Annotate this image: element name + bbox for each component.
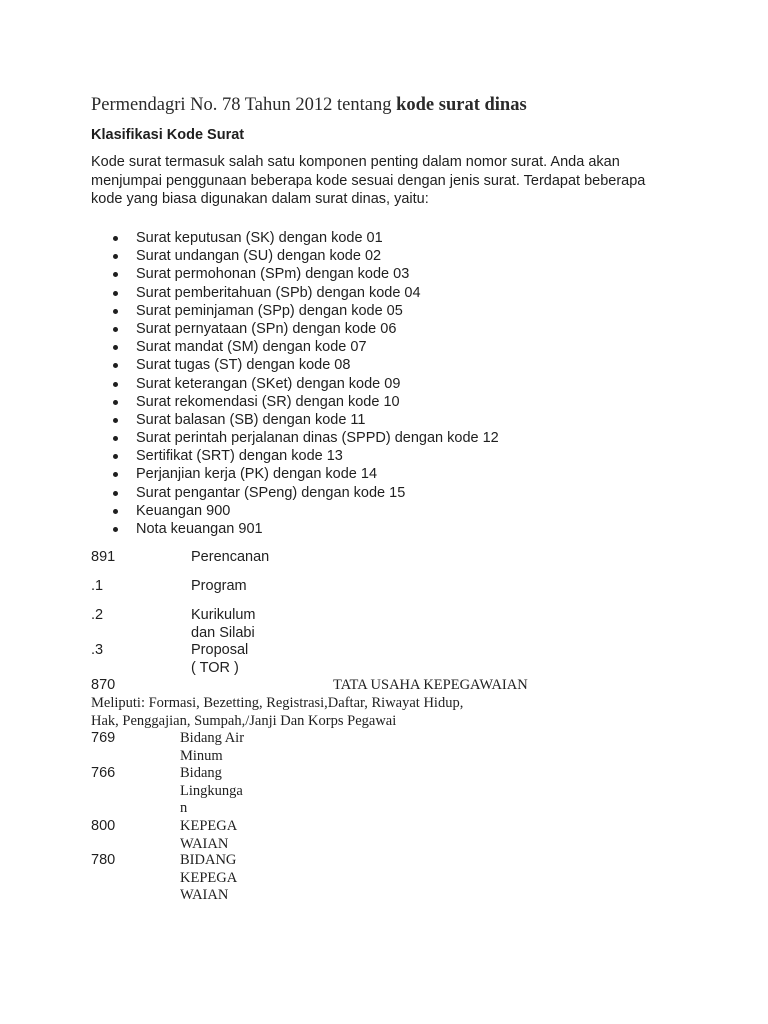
title-bold: kode surat dinas <box>396 95 527 115</box>
list-item: Surat pengantar (SPeng) dengan kode 15 <box>91 484 499 502</box>
intro-line: menjumpai penggunaan beberapa kode sesuai dengan jenis surat. Terdapat beberapa <box>91 172 646 189</box>
list-item: Perjanjian kerja (PK) dengan kode 14 <box>91 465 499 483</box>
table-row-number: .3 <box>91 642 104 658</box>
bullet-icon <box>113 436 118 441</box>
title-prefix: Permendagri No. 78 Tahun 2012 tentang <box>91 95 397 115</box>
bullet-icon <box>113 491 118 496</box>
table-row-number: 800 <box>91 818 116 834</box>
intro-paragraph <box>91 153 691 209</box>
list-item: Surat rekomendasi (SR) dengan kode 10 <box>91 393 499 411</box>
table-row-desc: Bidang Lingkunga n <box>180 765 243 816</box>
list-item: Surat balasan (SB) dengan kode 11 <box>91 411 499 429</box>
table-row-desc: Bidang Air Minum <box>180 730 245 764</box>
bullet-icon <box>113 327 118 332</box>
bullet-icon <box>113 527 118 532</box>
bullet-icon <box>113 309 118 314</box>
section-heading: Klasifikasi Kode Surat <box>91 127 245 143</box>
list-item: Surat pemberitahuan (SPb) dengan kode 04 <box>91 284 499 302</box>
table-row-desc: Kurikulum dan Silabi <box>191 607 256 641</box>
table-row-number: 766 <box>91 765 116 781</box>
table-row-number: 870 <box>91 677 116 693</box>
bullet-icon <box>113 345 118 350</box>
list-item: Sertifikat (SRT) dengan kode 13 <box>91 447 499 465</box>
table-row-number: 769 <box>91 730 116 746</box>
list-item: Surat permohonan (SPm) dengan kode 03 <box>91 265 499 283</box>
bullet-icon <box>113 382 118 387</box>
list-item: Surat undangan (SU) dengan kode 02 <box>91 247 499 265</box>
list-item: Surat tugas (ST) dengan kode 08 <box>91 356 499 374</box>
list-item: Nota keuangan 901 <box>91 520 499 538</box>
list-item: Surat mandat (SM) dengan kode 07 <box>91 338 499 356</box>
table-row-desc: TATA USAHA KEPEGAWAIAN <box>333 677 528 693</box>
table-row-desc: Perencanan <box>191 549 270 565</box>
intro-line: Kode surat termasuk salah satu komponen penting dalam nomor surat. Anda akan <box>91 154 620 170</box>
bullet-icon <box>113 236 118 241</box>
list-item: Surat keterangan (SKet) dengan kode 09 <box>91 375 499 393</box>
table-row-number: .2 <box>91 607 104 623</box>
page-title <box>91 93 527 117</box>
bullet-icon <box>113 400 118 405</box>
bullet-icon <box>113 472 118 477</box>
table-row-desc: Proposal ( TOR ) <box>191 642 249 676</box>
list-item: Surat perintah perjalanan dinas (SPPD) dengan kode 12 <box>91 429 499 447</box>
table-row-desc: KEPEGA WAIAN <box>180 818 238 852</box>
table-row-number: 891 <box>91 549 116 565</box>
list-item: Surat peminjaman (SPp) dengan kode 05 <box>91 302 499 320</box>
bullet-icon <box>113 272 118 277</box>
bullet-icon <box>113 363 118 368</box>
bullet-icon <box>113 509 118 514</box>
list-item: Keuangan 900 <box>91 502 499 520</box>
bullet-icon <box>113 454 118 459</box>
table-row-desc: Program <box>191 578 247 594</box>
bullet-icon <box>113 254 118 259</box>
table-row-desc: BIDANG KEPEGA WAIAN <box>180 852 238 903</box>
table-row-number: 780 <box>91 852 116 868</box>
list-item: Surat pernyataan (SPn) dengan kode 06 <box>91 320 499 338</box>
scope-note: Meliputi: Formasi, Bezetting, Registrasi,Daftar, Riwayat Hidup, Hak, Penggajian, Sumpah,/Janji Dan Korps Pegawai <box>91 695 464 729</box>
list-item: Surat keputusan (SK) dengan kode 01 <box>91 229 499 247</box>
bullet-icon <box>113 418 118 423</box>
intro-line: kode yang biasa digunakan dalam surat dinas, yaitu: <box>91 191 429 207</box>
code-list <box>91 229 499 538</box>
bullet-icon <box>113 291 118 296</box>
table-row-number: .1 <box>91 578 104 594</box>
